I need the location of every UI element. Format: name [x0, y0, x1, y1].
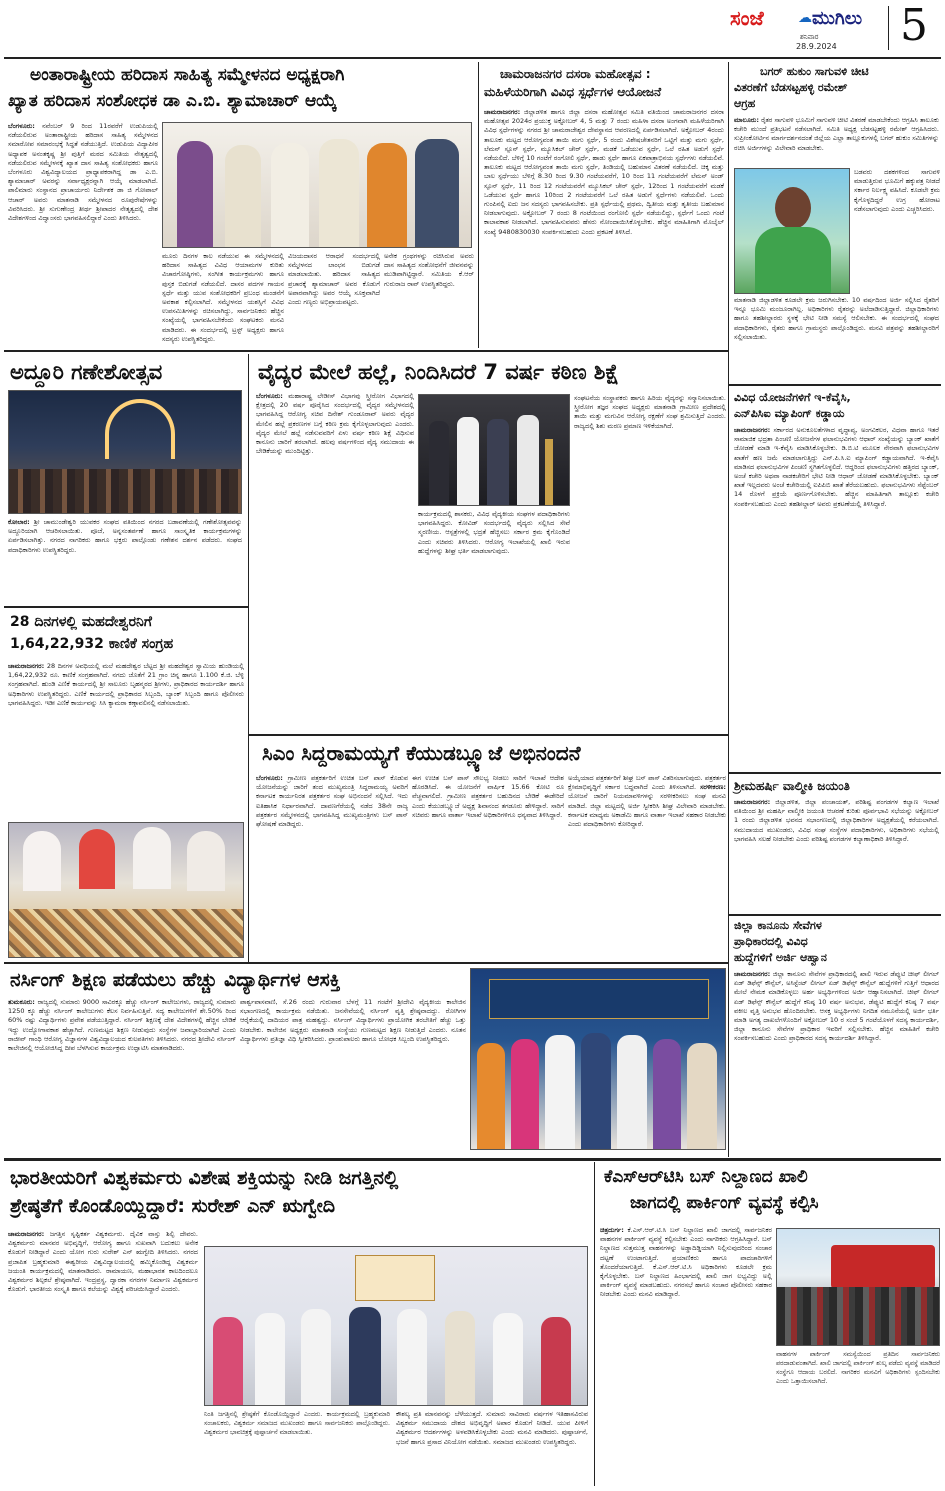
doctors-col3	[574, 394, 726, 730]
ksrtc-col1	[600, 1226, 772, 1484]
ganesha-text: ಶ್ರೀ ಚಾಮುಂಡೇಶ್ವರಿ ಯುವಕರ ಸಂಘದ ವತಿಯಿಂದ ನಗರದ ಬಡಾವಣೆಯಲ್ಲಿ ಗಣೇಶೋತ್ಸವವನ್ನು ಅದ್ದೂರಿಯಾಗಿ ಆಚರಿಸಲಾಯಿತು. ಪೂಜೆ, ಅನ್ನಸಂತರ್ಪಣೆ ಹಾಗೂ ಸಾಂಸ್ಕೃತಿಕ ಕಾರ್ಯಕ್ರಮಗಳನ್ನು ಏರ್ಪಡಿಸಲಾಗಿತ್ತು. ನಗರದ ನಾಗರಿಕರು ಹಾಗೂ ಭಕ್ತರು ಪಾಲ್ಗೊಂಡು ಗಣೇಶನ ದರ್ಶನ ಪಡೆದರು. ಸಂಘದ ಪದಾಧಿಕಾರಿಗಳು ಉಪಸ್ಥಿತರಿದ್ದರು.	[8, 518, 242, 554]
nursing-headline: ನರ್ಸಿಂಗ್ ಶಿಕ್ಷಣ ಪಡೆಯಲು ಹೆಚ್ಚು ವಿದ್ಯಾರ್ಥಿಗಳ ಆಸಕ್ತಿ	[10, 969, 341, 991]
masthead-day: ಶನಿವಾರ	[800, 33, 819, 41]
bagar-photo	[734, 168, 850, 294]
hundi-photo	[8, 822, 244, 958]
section-rule	[728, 772, 941, 774]
hundi-headline-2: 1,64,22,932 ಕಾಣಿಕೆ ಸಂಗ್ರಹ	[10, 636, 174, 652]
column-rule	[728, 62, 729, 1157]
ekyc-text: ಸರ್ಕಾರದ ಅನುಕೂಲತೆಗಳಾದ ವೃದ್ಧಾಪ್ಯ, ಅಂಗವಿಕಲರ, ವಿಧವಾ ಹಾಗೂ ಇತರೆ ಸಾಮಾಜಿಕ ಭದ್ರತಾ ಪಿಂಚಣಿ ಯೋಜನೆಗಳ ಫಲಾನುಭವಿಗಳು ಆಧಾರ್ ಸಂಖ್ಯೆಯನ್ನು ಬ್ಯಾಂಕ್ ಖಾತೆಗೆ ಜೋಡಣೆ ಮಾಡಿ ಇ-ಕೆವೈಸಿ ಮಾಡಿಸಿಕೊಳ್ಳಬೇಕು. ಡಿ.ಬಿ.ಟಿ ಮೂಲಕ ನೇರವಾಗಿ ಫಲಾನುಭವಿಗಳ ಖಾತೆಗೆ ಹಣ ಜಮೆ ಮಾಡಲಾಗುತ್ತಿದ್ದು ಎನ್.ಪಿ.ಸಿ.ಐ ಮ್ಯಾಪಿಂಗ್ ಕಡ್ಡಾಯವಾಗಿದೆ. ಇ-ಕೆವೈಸಿ ಮಾಡಿಸದ ಫಲಾನುಭವಿಗಳ ಪಿಂಚಣಿ ಸ್ಥಗಿತಗೊಳ್ಳಲಿದೆ. ಆದ್ದರಿಂದ ಫಲಾನುಭವಿಗಳು ಹತ್ತಿರದ ಬ್ಯಾಂಕ್, ಅಂಚೆ ಕಚೇರಿ ಅಥವಾ ನಾಡಕಚೇರಿಗೆ ಭೇಟಿ ನೀಡಿ ಆಧಾರ್ ಜೋಡಣೆ ಮಾಡಿಸಿಕೊಳ್ಳಬೇಕು. ಬ್ಯಾಂಕ್ ಖಾತೆ ಇಲ್ಲದವರು ಅಂಚೆ ಕಚೇರಿಯಲ್ಲಿ ಐಪಿಪಿಬಿ ಖಾತೆ ತೆರೆಯಬಹುದು. ಫಲಾನುಭವಿಗಳು ಸೆಪ್ಟೆಂಬರ್ 14 ರೊಳಗೆ ಪ್ರಕ್ರಿಯೆ ಪೂರ್ಣಗೊಳಿಸಬೇಕು. ಹೆಚ್ಚಿನ ಮಾಹಿತಿಗಾಗಿ ತಾಲ್ಲೂಕು ಕಚೇರಿ ಸಂಪರ್ಕಿಸಬಹುದು ಎಂದು ತಹಶೀಲ್ದಾರ್ ಅವರು ಪ್ರಕಟಣೆಯಲ್ಲಿ ತಿಳಿಸಿದ್ದಾರೆ.	[734, 426, 939, 508]
lamp	[545, 439, 553, 506]
section-rule	[4, 1158, 941, 1161]
valmiki-headline: ಶ್ರೀಮಹರ್ಷಿ ವಾಲ್ಮೀಕಿ ಜಯಂತಿ	[734, 779, 850, 793]
ksrtc-headline-1: ಕೆಎಸ್‌ಆರ್‌ಟಿಸಿ ಬಸ್ ನಿಲ್ದಾಣದ ಖಾಲಿ	[604, 1167, 808, 1187]
guest-figure	[545, 1035, 575, 1150]
masthead-logo	[730, 6, 910, 32]
haridasa-text-2: ಮೂರು ದಿನಗಳ ಕಾಲ ನಡೆಯುವ ಈ ಸಮ್ಮೇಳನದಲ್ಲಿ ಹರಿದಾಸ ಸಾಹಿತ್ಯದ ವಿವಿಧ ಆಯಾಮಗಳ ಕುರಿತು ವಿಚಾರಗೋಷ್ಠಿಗಳು, ಸಂಗೀತ ಕಾರ್ಯಕ್ರಮಗಳು ಹಾಗೂ ಪುಸ್ತಕ ಬಿಡುಗಡೆ ನಡೆಯಲಿದೆ. ದಾಸರ ಪದಗಳ ಗಾಯನ ಸ್ಪರ್ಧೆ ಮತ್ತು ಯುವ ಸಂಶೋಧಕರಿಗೆ ಪ್ರಬಂಧ ಮಂಡನೆಗೆ ಅವಕಾಶ ಕಲ್ಪಿಸಲಾಗಿದೆ. ಸಮ್ಮೇಳನದ ಯಶಸ್ಸಿಗೆ ವಿವಿಧ ಉಪಸಮಿತಿಗಳನ್ನು ರಚಿಸಲಾಗಿದ್ದು, ಸಾರ್ವಜನಿಕರು ಹೆಚ್ಚಿನ ಸಂಖ್ಯೆಯಲ್ಲಿ ಭಾಗವಹಿಸಬೇಕೆಂದು ಸಂಘಟಕರು ಮನವಿ ಮಾಡಿದರು. ಈ ಸಂದರ್ಭದಲ್ಲಿ ಟ್ರಸ್ಟ್ ಅಧ್ಯಕ್ಷರು ಹಾಗೂ ಸದಸ್ಯರು ಉಪಸ್ಥಿತರಿದ್ದರು.	[162, 252, 284, 343]
bagar-text-top: ರೈತರ ಸಾಗುವಳಿ ಭೂಮಿಗೆ ಸಾಗುವಳಿ ಚೀಟಿ ವಿತರಣೆ ಮಾಡಬೇಕೆಂದು ಆಗ್ರಹಿಸಿ ತಾಲೂಕು ಕಚೇರಿ ಮುಂದೆ ಪ್ರತಿಭಟನೆ ನಡೆಸಲಾಗಿದೆ. ಸಮಿತಿ ಅಧ್ಯಕ್ಷ ಬೆಡಸಟ್ಟಹಳ್ಳಿ ರಮೇಶ್ ಆಗ್ರಹಿಸಿದರು. ಸುಪ್ರೀಂಕೋರ್ಟಿನ ಮಾರ್ಗದರ್ಶನದಂತೆ ಜಿಲ್ಲೆಯ ಎಲ್ಲಾ ತಾಲ್ಲೂಕುಗಳಲ್ಲಿ ಬಗರ್ ಹುಕುಂ ಸಮಿತಿಗಳನ್ನು ರಚಿಸಿ ಅರ್ಜಿಗಳನ್ನು ವಿಲೇವಾರಿ ಮಾಡಬೇಕು.	[734, 116, 939, 152]
masthead-rule	[4, 57, 941, 59]
bagar-headline-1: ಬಗರ್ ಹುಕುಂ ಸಾಗುವಳಿ ಚೀಟಿ	[760, 65, 869, 78]
ganesha-headline: ಅದ್ದೂರಿ ಗಣೇಶೋತ್ಸವ	[10, 360, 163, 384]
haridasa-text-4: ಅನೇಕ ಗ್ರಂಥಗಳನ್ನು ರಚಿಸಿರುವ ಅವರು ದಾಸ ಸಾಹಿತ್ಯದ ಸಂಶೋಧನೆಗೆ ಜೀವನವನ್ನು ಮುಡಿಪಾಗಿಟ್ಟಿದ್ದಾರೆ. ಸಮಿತಿಯ ಕೆ.ಆರ್ ಗುರುರಾಜ ರಾವ್ ಉಪಸ್ಥಿತರಿದ್ದರು.	[384, 252, 474, 288]
haridasa-headline-1: ಅಂತಾರಾಷ್ಟ್ರೀಯ ಹರಿದಾಸ ಸಾಹಿತ್ಯ ಸಮ್ಮೇಳನದ ಅಧ್ಯಕ್ಷರಾಗಿ	[30, 65, 345, 85]
cm-text-1: ಗ್ರಾಮೀಣ ಪತ್ರಕರ್ತರಿಗೆ ಉಚಿತ ಬಸ್ ಪಾಸ್ ಕೊಡುವ ಯೋಜನೆಯನ್ನು ಜಾರಿಗೆ ತಂದ ಮುಖ್ಯಮಂತ್ರಿ ಸಿದ್ದರಾಮಯ್ಯ ಅವರಿಗೆ ಕರ್ನಾಟಕ ಕಾರ್ಯನಿರತ ಪತ್ರಕರ್ತರ ಸಂಘ ಅಭಿನಂದನೆ ಸಲ್ಲಿಸಿದೆ. ಇದು ಐತಿಹಾಸಿಕ ನಿರ್ಧಾರವಾಗಿದೆ. ದಾವಣಗೆರೆಯಲ್ಲಿ ನಡೆದ 38ನೇ ರಾಜ್ಯ ಪತ್ರಕರ್ತರ ಸಮ್ಮೇಳನದಲ್ಲಿ ಭಾಗವಹಿಸಿದ್ದ ಮುಖ್ಯಮಂತ್ರಿಗಳು ಬಸ್ ಪಾಸ್ ಘೋಷಣೆ ಮಾಡಿದ್ದರು.	[256, 774, 408, 829]
ganesha-dateline: ಕೋಲಾರ:	[8, 518, 30, 526]
nursing-dateline: ತುಮಕೂರು:	[8, 998, 35, 1006]
ekyc-body	[734, 426, 939, 770]
legal-headline-3: ಹುದ್ದೆಗಳಿಗೆ ಅರ್ಜಿ ಆಹ್ವಾನ	[734, 951, 827, 964]
cm-text-3: ಅಯ್ಕೆಯಾದ ಪತ್ರಕರ್ತರಿಗೆ ಶೀಘ್ರ ಬಸ್ ಪಾಸ್ ವಿತರಿಸಲಾಗುವುದು. ಪತ್ರಕರ್ತರ ಕ್ಷೇಮಾಭಿವೃದ್ಧಿಗೆ ಸರ್ಕಾರ ಬದ್ಧವಾಗಿದೆ ಎಂದು ತಿಳಿಸಲಾಗಿದೆ.	[568, 774, 726, 792]
person-figure	[177, 141, 213, 248]
haridasa-col4	[384, 252, 474, 344]
cm-text-2: ಈಗ ಉಚಿತ ಬಸ್ ಪಾಸ್ ಸೌಲಭ್ಯ ನೀಡಲು ಸಾರಿಗೆ ಇಲಾಖೆ ಆದೇಶ ಹೊರಡಿಸಿದೆ. ಈ ಯೋಜನೆಗೆ ವಾರ್ಷಿಕ 15.66 ಕೋಟಿ ರೂ ವೆಚ್ಚವಾಗಲಿದೆ. ಗ್ರಾಮೀಣ ಪತ್ರಕರ್ತರ ಬಹುದಿನದ ಬೇಡಿಕೆ ಈಡೇರಿದೆ ಎಂದು ಕೆಯುಡಬ್ಲ್ಯೂಜೆ ಅಧ್ಯಕ್ಷ ಶಿವಾನಂದ ತಗಡೂರು ಹೇಳಿದ್ದಾರೆ. ಸಾರಿಗೆ ಸಚಿವರು ಹಾಗೂ ವಾರ್ತಾ ಇಲಾಖೆ ಅಧಿಕಾರಿಗಳಿಗೂ ಧನ್ಯವಾದ ತಿಳಿಸಿದ್ದಾರೆ.	[412, 774, 564, 819]
section-rule	[4, 350, 728, 352]
bagar-text-side: ಬಡವರು ದಶಕಗಳಿಂದ ಸಾಗುವಳಿ ಮಾಡುತ್ತಿರುವ ಭೂಮಿಗೆ ಹಕ್ಕುಪತ್ರ ನೀಡದೆ ಸರ್ಕಾರ ನಿರ್ಲಕ್ಷ್ಯ ವಹಿಸಿದೆ. ಕೂಡಲೇ ಕ್ರಮ ಕೈಗೊಳ್ಳದಿದ್ದರೆ ಉಗ್ರ ಹೋರಾಟ ನಡೆಸಲಾಗುವುದು ಎಂದು ಎಚ್ಚರಿಸಿದರು.	[854, 168, 940, 213]
doctors-col1	[256, 392, 414, 730]
money-pile	[9, 909, 244, 958]
bagar-side	[854, 168, 940, 294]
person-figure	[367, 143, 407, 248]
section-rule	[728, 384, 941, 386]
column-rule	[478, 62, 479, 348]
section-rule	[248, 734, 728, 736]
legal-headline-2: ಪ್ರಾಧಿಕಾರದಲ್ಲಿ ವಿವಿಧ	[734, 935, 808, 948]
dasara-headline-2: ಮಹಿಳೆಯರಿಗಾಗಿ ವಿವಿಧ ಸ್ಪರ್ಧೆಗಳ ಆಯೋಜನೆ	[484, 85, 662, 99]
stage-person	[517, 415, 539, 506]
nursing-text-2: ಪಾರ್ಶ್ವಪಾಸವಾಣಿ, ಸೆ.26 ರಂದು ಗುರುವಾರ ಬೆಳಗ್ಗೆ 11 ಗಂಟೆಗೆ ಶ್ರೀದೇವಿ ವೈದ್ಯಕೀಯ ಕಾಲೇಜಿನ ಸಭಾಂಗಣದಲ್ಲಿ ಕಾರ್ಯಕ್ರಮ ನಡೆಯಿತು. ಜನಸೇವೆಯಲ್ಲಿ ನರ್ಸಿಂಗ್ ವೃತ್ತಿ ಶ್ರೇಷ್ಠವಾದದ್ದು. ರೋಗಿಗಳ ಆರೈಕೆಯಲ್ಲಿ ದಾದಿಯರ ಪಾತ್ರ ಮಹತ್ವದ್ದು. ನರ್ಸಿಂಗ್ ವಿದ್ಯಾರ್ಥಿಗಳು ಪ್ರಾಯೋಗಿಕ ತರಬೇತಿಗೆ ಹೆಚ್ಚು ಒತ್ತು ನೀಡಬೇಕು. ಕಾಲೇಜಿನ ಅಧ್ಯಕ್ಷರು ಮಾತನಾಡಿ ಸಂಸ್ಥೆಯು ಗುಣಮಟ್ಟದ ಶಿಕ್ಷಣ ನೀಡುತ್ತಿದೆ ಎಂದರು. ನೂತನ ವಿದ್ಯಾರ್ಥಿಗಳು ಪ್ರತಿಜ್ಞಾ ವಿಧಿ ಸ್ವೀಕರಿಸಿದರು. ಪ್ರಾಂಶುಪಾಲರು ಹಾಗೂ ಬೋಧಕ ಸಿಬ್ಬಂದಿ ಉಪಸ್ಥಿತರಿದ್ದರು.	[240, 998, 466, 1043]
nursing-text-1: ರಾಜ್ಯದಲ್ಲಿ ಸುಮಾರು 9000 ಸಾವಿರಕ್ಕೂ ಹೆಚ್ಚು ನರ್ಸಿಂಗ್ ಕಾಲೇಜುಗಳು, ರಾಜ್ಯದಲ್ಲಿ ಸುಮಾರು 1250 ಕ್ಕೂ ಹೆಚ್ಚು ನರ್ಸಿಂಗ್ ಕಾಲೇಜುಗಳು ಕೆಲಸ ನಿರ್ವಹಿಸುತ್ತಿವೆ. ಸದ್ಯ ಕಾಲೇಜುಗಳಿಗೆ ಶೇ.50% ರಿಂದ 60% ರಷ್ಟು ವಿದ್ಯಾರ್ಥಿಗಳು ಪ್ರವೇಶ ಪಡೆಯುತ್ತಿದ್ದಾರೆ. ನರ್ಸಿಂಗ್ ಶಿಕ್ಷಣಕ್ಕೆ ದೇಶ ವಿದೇಶಗಳಲ್ಲಿ ಹೆಚ್ಚಿನ ಬೇಡಿಕೆ ಇದ್ದು ಉದ್ಯೋಗಾವಕಾಶ ಹೆಚ್ಚಾಗಿದೆ. ಗುಣಮಟ್ಟದ ಶಿಕ್ಷಣ ನೀಡುವುದು ಸಂಸ್ಥೆಗಳ ಜವಾಬ್ದಾರಿಯಾಗಿದೆ ಎಂದು ರಾಜೀವ್ ಗಾಂಧಿ ಆರೋಗ್ಯ ವಿಜ್ಞಾನಗಳ ವಿಶ್ವವಿದ್ಯಾಲಯದ ಕುಲಪತಿಗಳು ತಿಳಿಸಿದರು. ನಗರದ ಶ್ರೀದೇವಿ ನರ್ಸಿಂಗ್ ಕಾಲೇಜಿನಲ್ಲಿ ಆಯೋಜಿಸಿದ್ದ ದೀಪ ಬೆಳಗಿಸುವ ಕಾರ್ಯಕ್ರಮ ಉದ್ಘಾಟಿಸಿ ಮಾತನಾಡಿದರು.	[8, 998, 236, 1053]
vishwakarma-dateline: ಚಾಮರಾಜನಗರ:	[8, 1230, 45, 1238]
stage-person	[429, 421, 449, 506]
deity-frame	[355, 1255, 435, 1301]
doctors-headline: ವೈದ್ಯರ ಮೇಲೆ ಹಲ್ಲೆ, ನಿಂದಿಸಿದರೆ 7 ವರ್ಷ ಕಠಿಣ ಶಿಕ್ಷೆ	[258, 360, 619, 384]
ksrtc-caption-text: ವಾಹನಗಳ ಪಾರ್ಕಿಂಗ್ ಸಮಸ್ಯೆಯಿಂದ ಪ್ರತಿದಿನ ಸಾರ್ವಜನಿಕರು ಪರದಾಡುವಂತಾಗಿದೆ. ಖಾಲಿ ಜಾಗದಲ್ಲಿ ಪಾರ್ಕಿಂಗ್ ಶುಲ್ಕ ಪಡೆದು ವ್ಯವಸ್ಥೆ ಮಾಡಿದರೆ ಸಂಸ್ಥೆಗೂ ಆದಾಯ ಬರಲಿದೆ. ನಾಗರಿಕರ ಮನವಿಗೆ ಅಧಿಕಾರಿಗಳು ಸ್ಪಂದಿಸಬೇಕು ಎಂದು ಒತ್ತಾಯಿಸಲಾಗಿದೆ.	[776, 1351, 940, 1385]
person-shirt	[755, 227, 831, 294]
person-figure	[319, 139, 359, 248]
person-figure	[225, 145, 261, 248]
crowd	[9, 469, 242, 514]
hundi-body	[8, 662, 244, 820]
person-figure	[397, 1309, 427, 1406]
dasara-text: ಜಿಲ್ಲಾಡಳಿತ ಹಾಗೂ ಜಿಲ್ಲಾ ದಸರಾ ಮಹೋತ್ಸವ ಸಮಿತಿ ವತಿಯಿಂದ ಚಾಮರಾಜನಗರ ದಸರಾ ಮಹೋತ್ಸವ 2024ರ ಪ್ರಯುಕ್ತ ಅಕ್ಟೋಬರ್ 4, 5 ಮತ್ತು 7 ರಂದು ಮಹಿಳಾ ದಸರಾ ಅಂಗವಾಗಿ ಮಹಿಳೆಯರಿಗಾಗಿ ವಿವಿಧ ಸ್ಪರ್ಧೆಗಳನ್ನು ನಗರದ ಶ್ರೀ ಚಾಮರಾಜೇಶ್ವರ ದೇವಸ್ಥಾನದ ಆವರಣದಲ್ಲಿ ಏರ್ಪಡಿಸಲಾಗಿದೆ. ಅಕ್ಟೋಬರ್ 4ರಂದು ತಾಲೂಕು ಮಟ್ಟದ ಆರೋಗ್ಯವಂತ ತಾಯಿ ಮಗು ಸ್ಪರ್ಧೆ, 5 ರಂದು ವಿಶೇಷಚೇತನರಿಗೆ ಒಟ್ಟಿಗೆ ಮತ್ತು ಮಗು ಸ್ಪರ್ಧೆ, ಲೆಮನ್ ಸ್ಪೂನ್ ಸ್ಪರ್ಧೆ, ಮ್ಯೂಸಿಕಲ್ ಚೇರ್ ಸ್ಪರ್ಧೆ, ಮಡಕೆ ಒಡೆಯುವ ಸ್ಪರ್ಧೆ, ಒಲೆ ರಹಿತ ಅಡುಗೆ ಸ್ಪರ್ಧೆ ನಡೆಯಲಿದೆ. ಬೆಳಿಗ್ಗೆ 10 ಗಂಟೆಗೆ ರಂಗೋಲಿ ಸ್ಪರ್ಧೆ, ಹಾಡು ಸ್ಪರ್ಧೆ ಹಾಗೂ ಏಕಪಾತ್ರಾಭಿನಯ ಸ್ಪರ್ಧೆಗಳು ನಡೆಯಲಿವೆ. ತಾಲೂಕು ಮಟ್ಟದ ಆರೋಗ್ಯವಂತ ತಾಯಿ ಮಗು ಸ್ಪರ್ಧೆ, ತಿಂಡಿಯಲ್ಲಿ ಬಹುಮಾನ ವಿತರಣೆ ನಡೆಯಲಿದೆ. ಚಿಕ್ಕ ಮತ್ತು ಬಾಲ ಸ್ಪರ್ಧೆಯು ಬೆಳಿಗ್ಗೆ 8.30 ರಿಂದ 9.30 ಗಂಟೆಯವರೆಗೆ, 10 ರಿಂದ 11 ಗಂಟೆಯವರೆಗೆ ಲೆಮನ್ ಅಂಡ್ ಸ್ಪೂನ್ ಸ್ಪರ್ಧೆ, 11 ರಿಂದ 12 ಗಂಟೆಯವರೆಗೆ ಮ್ಯೂಸಿಕಲ್ ಚೇರ್ ಸ್ಪರ್ಧೆ, 12ರಿಂದ 1 ಗಂಟೆಯವರೆಗೆ ಮಡಕೆ ಒಡೆಯುವ ಸ್ಪರ್ಧೆ ಹಾಗೂ 10ರಿಂದ 2 ಗಂಟೆಯವರೆಗೆ ಒಲೆ ರಹಿತ ಅಡುಗೆ ಸ್ಪರ್ಧೆಗಳು ನಡೆಯಲಿವೆ. ಒಂದು ಗುಂಪಿನಲ್ಲಿ ಐದು ಜನ ಸದಸ್ಯರು ಭಾಗವಹಿಸಬೇಕು. ಪ್ರತಿ ಸ್ಪರ್ಧೆಯಲ್ಲಿ ಪ್ರಥಮ, ದ್ವಿತೀಯ ಮತ್ತು ತೃತೀಯ ಬಹುಮಾನ ನೀಡಲಾಗುವುದು. ಅಕ್ಟೋಬರ್ 7 ರಂದು 8 ಗಂಟೆಯಿಂದ ರಂಗೋಲಿ ಸ್ಪರ್ಧೆ ನಡೆಯಲಿದ್ದು, ಸ್ಪರ್ಧೆಗೆ ಒಂದು ಗಂಟೆ ಕಾಲಾವಕಾಶ ನೀಡಲಾಗಿದೆ. ಭಾಗವಹಿಸುವವರು ಹೆಸರು ನೋಂದಾಯಿಸಿಕೊಳ್ಳಬೇಕು. ಹೆಚ್ಚಿನ ಮಾಹಿತಿಗಾಗಿ ಮೊಬೈಲ್ ಸಂಖ್ಯೆ 9480830030 ಸಂಪರ್ಕಿಸಬಹುದು ಎಂದು ಪ್ರಕಟಣೆ ತಿಳಿಸಿದೆ.	[484, 108, 724, 236]
banner	[489, 979, 709, 1019]
bagar-headline-3: ಆಗ್ರಹ	[734, 97, 756, 110]
nursing-photo	[470, 968, 726, 1150]
masthead-date: 28.9.2024	[796, 42, 837, 51]
legal-text: ಜಿಲ್ಲಾ ಕಾನೂನು ಸೇವೆಗಳ ಪ್ರಾಧಿಕಾರದಲ್ಲಿ ಖಾಲಿ ಇರುವ ಡೆಪ್ಯುಟಿ ಚೀಫ್ ಲೀಗಲ್ ಏಡ್ ಡಿಫೆನ್ಸ್ ಕೌನ್ಸೆಲ್, ಅಸಿಸ್ಟೆಂಟ್ ಲೀಗಲ್ ಏಡ್ ಡಿಫೆನ್ಸ್ ಕೌನ್ಸೆಲ್ ಹುದ್ದೆಗಳಿಗೆ ಗುತ್ತಿಗೆ ಆಧಾರದ ಮೇಲೆ ನೇಮಕ ಮಾಡಿಕೊಳ್ಳಲು ಅರ್ಹ ಅಭ್ಯರ್ಥಿಗಳಿಂದ ಅರ್ಜಿ ಆಹ್ವಾನಿಸಲಾಗಿದೆ. ಚೀಫ್ ಲೀಗಲ್ ಏಡ್ ಡಿಫೆನ್ಸ್ ಕೌನ್ಸೆಲ್ ಹುದ್ದೆಗೆ ಕನಿಷ್ಠ 10 ವರ್ಷ ಅನುಭವ, ಡೆಪ್ಯುಟಿ ಹುದ್ದೆಗೆ ಕನಿಷ್ಠ 7 ವರ್ಷ ವಕೀಲ ವೃತ್ತಿ ಅನುಭವ ಹೊಂದಿರಬೇಕು. ಆಸಕ್ತ ಅಭ್ಯರ್ಥಿಗಳು ನಿಗದಿತ ನಮೂನೆಯಲ್ಲಿ ಅರ್ಜಿ ಭರ್ತಿ ಮಾಡಿ ಅಗತ್ಯ ದಾಖಲೆಗಳೊಂದಿಗೆ ಅಕ್ಟೋಬರ್ 10 ರ ಸಂಜೆ 5 ಗಂಟೆಯೊಳಗೆ ಸದಸ್ಯ ಕಾರ್ಯದರ್ಶಿ, ಜಿಲ್ಲಾ ಕಾನೂನು ಸೇವೆಗಳ ಪ್ರಾಧಿಕಾರ ಇವರಿಗೆ ಸಲ್ಲಿಸಬೇಕು. ಹೆಚ್ಚಿನ ಮಾಹಿತಿಗೆ ಕಚೇರಿ ಸಂಪರ್ಕಿಸಬಹುದು ಎಂದು ಪ್ರಾಧಿಕಾರದ ಸದಸ್ಯ ಕಾರ್ಯದರ್ಶಿ ತಿಳಿಸಿದ್ದಾರೆ.	[734, 970, 939, 1043]
legal-headline-1: ಜಿಲ್ಲಾ ಕಾನೂನು ಸೇವೆಗಳ	[734, 919, 822, 932]
guest-figure	[511, 1039, 539, 1150]
guest-figure	[581, 1033, 611, 1150]
doctors-col2	[418, 510, 570, 730]
person-figure	[445, 1311, 475, 1406]
doctors-dateline: ಬೆಂಗಳೂರು:	[256, 392, 283, 400]
person-figure	[349, 1307, 381, 1406]
vishwakarma-text-3: ಕೌಶಲ್ಯ ಪ್ರತಿ ಮಾನವನನ್ನು ಬೆಳೆಯುತ್ತದೆ. ಸುಮಾರು ಸಾವಿರಾರು ವರ್ಷಗಳ ಇತಿಹಾಸವಿರುವ ವಿಶ್ವಕರ್ಮ ಸಮುದಾಯ ದೇಶದ ಅಭಿವೃದ್ಧಿಗೆ ಅಪಾರ ಕೊಡುಗೆ ನೀಡಿದೆ. ಯುವ ಪೀಳಿಗೆ ವಿಶ್ವಕರ್ಮರ ಆದರ್ಶಗಳನ್ನು ಅಳವಡಿಸಿಕೊಳ್ಳಬೇಕು ಎಂದು ಮನವಿ ಮಾಡಿದರು. ಪುಷ್ಪಾರ್ಚನೆ, ಭಜನೆ ಹಾಗೂ ಪ್ರಸಾದ ವಿನಿಯೋಗ ನಡೆಯಿತು. ಸಮಾಜದ ಮುಖಂಡರು ಉಪಸ್ಥಿತರಿದ್ದರು.	[396, 1410, 588, 1446]
ksrtc-caption	[776, 1350, 940, 1484]
ganesha-photo	[8, 390, 242, 514]
cm-headline: ಸಿಎಂ ಸಿದ್ದರಾಮಯ್ಯಗೆ ಕೆಯುಡಬ್ಲ್ಯೂಜೆ ಅಭಿನಂದನೆ	[262, 741, 581, 765]
vishwakarma-col1	[8, 1230, 198, 1484]
hundi-dateline: ಚಾಮರಾಜನಗರ:	[8, 662, 45, 670]
stage-person	[457, 417, 479, 506]
nursing-col1	[8, 998, 236, 1148]
worker-figure	[79, 829, 115, 889]
bagar-text-bottom: ಮಾತನಾಡಿ ಜಿಲ್ಲಾಡಳಿತ ಕೂಡಲೇ ಕ್ರಮ ಜರುಗಿಸಬೇಕು. 10 ವರ್ಷದಿಂದ ಅರ್ಜಿ ಸಲ್ಲಿಸಿದ ರೈತರಿಗೆ ಇನ್ನೂ ಭೂಮಿ ಮಂಜೂರಾಗಿಲ್ಲ. ಅಧಿಕಾರಿಗಳು ರೈತರನ್ನು ಅಲೆದಾಡಿಸುತ್ತಿದ್ದಾರೆ. ಜಿಲ್ಲಾಧಿಕಾರಿಗಳು ಹಾಗೂ ತಹಶೀಲ್ದಾರರು ಸ್ಥಳಕ್ಕೆ ಭೇಟಿ ನೀಡಿ ಸಮಸ್ಯೆ ಆಲಿಸಬೇಕು. ಈ ಸಂದರ್ಭದಲ್ಲಿ ಸಂಘದ ಪದಾಧಿಕಾರಿಗಳು, ರೈತರು ಹಾಗೂ ಗ್ರಾಮಸ್ಥರು ಪಾಲ್ಗೊಂಡಿದ್ದರು. ಮನವಿ ಪತ್ರವನ್ನು ತಹಶೀಲ್ದಾರರಿಗೆ ಸಲ್ಲಿಸಲಾಯಿತು.	[734, 296, 939, 341]
guest-figure	[653, 1039, 681, 1150]
worker-figure	[133, 827, 171, 889]
hundi-text: 28 ದಿನಗಳ ಅವಧಿಯಲ್ಲಿ ಮಲೆ ಮಹದೇಶ್ವರ ಬೆಟ್ಟದ ಶ್ರೀ ಮಹದೇಶ್ವರ ಸ್ವಾಮಿಯ ಹುಂಡಿಯಲ್ಲಿ 1,64,22,932 ರೂ. ಕಾಣಿಕೆ ಸಂಗ್ರಹವಾಗಿದೆ. ನಗದು ಜೊತೆಗೆ 21 ಗ್ರಾಂ ಚಿನ್ನ ಹಾಗೂ 1.100 ಕೆ.ಜಿ. ಬೆಳ್ಳಿ ಸಂಗ್ರಹವಾಗಿದೆ. ಹುಂಡಿ ಎಣಿಕೆ ಕಾರ್ಯದಲ್ಲಿ ಶ್ರೀ ಸಾಲೂರು ಬೃಹನ್ಮಠದ ಶ್ರೀಗಳು, ಪ್ರಾಧಿಕಾರದ ಕಾರ್ಯದರ್ಶಿ ಹಾಗೂ ಅಧಿಕಾರಿಗಳು ಉಪಸ್ಥಿತರಿದ್ದರು. ಎಣಿಕೆ ಕಾರ್ಯದಲ್ಲಿ ಪ್ರಾಧಿಕಾರದ ಸಿಬ್ಬಂದಿ, ಬ್ಯಾಂಕ್ ಸಿಬ್ಬಂದಿ ಹಾಗೂ ಪೊಲೀಸರು ಭಾಗವಹಿಸಿದ್ದರು. ಇಡೀ ಎಣಿಕೆ ಕಾರ್ಯವನ್ನು ಸಿಸಿ ಕ್ಯಾಮರಾ ಕಣ್ಗಾವಲಿನಲ್ಲಿ ನಡೆಸಲಾಯಿತು.	[8, 662, 244, 707]
cloud-icon: ☁	[798, 10, 812, 26]
vishwakarma-caption	[204, 1410, 390, 1484]
haridasa-text-1: ನವೆಂಬರ್ 9 ರಿಂದ 11ರವರೆಗೆ ಉಡುಪಿಯಲ್ಲಿ ನಡೆಯಲಿರುವ ಅಂತಾರಾಷ್ಟ್ರೀಯ ಹರಿದಾಸ ಸಾಹಿತ್ಯ ಸಮ್ಮೇಳನದ ಸಮಾರೋಪ ಸಮಾರಂಭಕ್ಕೆ ಸಿದ್ಧತೆ ನಡೆಯುತ್ತಿದೆ. ಉಡುಪಿಯ ವಿದ್ಯಾಪೀಠ ಅಧ್ಯಾಪಕ ಅನಂತಕೃಷ್ಣ ಶ್ರೀ ಪುತ್ತಿಗೆ ಮಠದ ಸಮಿತಿಯ ನೇತೃತ್ವದಲ್ಲಿ ನಡೆಯಲಿರುವ ಸಮ್ಮೇಳನಕ್ಕೆ ಖ್ಯಾತ ದಾಸ ಸಾಹಿತ್ಯ ಸಂಶೋಧಕರು ಹಾಗೂ ಬೆಂಗಳೂರು ವಿಶ್ವವಿದ್ಯಾಲಯದ ಪ್ರಾಧ್ಯಾಪಕರಾಗಿದ್ದ ಡಾ ಎ.ಬಿ. ಶ್ಯಾಮಾಚಾರ್ ಅವರನ್ನು ಸರ್ವಾಧ್ಯಕ್ಷರನ್ನಾಗಿ ಆಯ್ಕೆ ಮಾಡಲಾಗಿದೆ. ಪಾಲಿಮಾರು ಸಂಸ್ಥಾನದ ಪ್ರಾಚಾರ್ಯರು ನಿರ್ದೇಶಕ ಡಾ ಜಿ ಗೋಪಾಲ್ ಆಚಾರ್ ಅವರು ಮಾತನಾಡಿ ಸಮ್ಮೇಳನದ ರೂಪುರೇಷೆಗಳನ್ನು ವಿವರಿಸಿದರು. ಶ್ರೀ ಸುಗುಣೇಂದ್ರ ತೀರ್ಥ ಶ್ರೀಪಾದರ ನೇತೃತ್ವದಲ್ಲಿ ದೇಶ ವಿದೇಶಗಳಿಂದ ವಿದ್ವಾಂಸರು ಭಾಗವಹಿಸಲಿದ್ದಾರೆ ಎಂದು ತಿಳಿಸಿದರು.	[8, 122, 158, 223]
person-figure	[541, 1317, 571, 1406]
hundi-headline-1: 28 ದಿನಗಳಲ್ಲಿ ಮಹದೇಶ್ವರನಿಗೆ	[10, 614, 152, 630]
person-figure	[271, 143, 309, 248]
section-rule	[4, 962, 728, 964]
masthead	[720, 0, 942, 54]
nursing-col2	[240, 998, 466, 1148]
vishwakarma-photo	[204, 1246, 588, 1406]
haridasa-text-3: ವಿಜಯದಾಸರ ಆರಾಧನೆ ಸಂದರ್ಭದಲ್ಲಿ ಸಮ್ಮೇಳನದ ಲಾಂಛನ ಬಿಡುಗಡೆ ಮಾಡಲಾಯಿತು. ಹರಿದಾಸ ಸಾಹಿತ್ಯದ ಪ್ರಚಾರಕ್ಕೆ ಶ್ಯಾಮಾಚಾರ್ ಅವರ ಕೊಡುಗೆ ಅಪಾರವಾಗಿದ್ದು ಅವರ ಆಯ್ಕೆ ಸೂಕ್ತವಾಗಿದೆ ಎಂದು ಗಣ್ಯರು ಅಭಿಪ್ರಾಯಪಟ್ಟರು.	[288, 252, 380, 307]
vishwakarma-caption-text: ನಿಂತಿ ಜಗತ್ತಿನಲ್ಲಿ ಶ್ರೇಷ್ಠತೆಗೆ ಕೊಂಡೊಯ್ದಿದ್ದಾರೆ ಎಂದರು. ಕಾರ್ಯಕ್ರಮದಲ್ಲಿ ಬ್ರಹ್ಮಕುಮಾರಿ ಸಂಚಾಲಕರು, ವಿಶ್ವಕರ್ಮ ಸಮಾಜದ ಮುಖಂಡರು ಹಾಗೂ ಸಾರ್ವಜನಿಕರು ಪಾಲ್ಗೊಂಡಿದ್ದರು. ವಿಶ್ವಕರ್ಮರ ಭಾವಚಿತ್ರಕ್ಕೆ ಪುಷ್ಪಾರ್ಚನೆ ಮಾಡಲಾಯಿತು.	[204, 1411, 390, 1436]
ekyc-headline-1: ವಿವಿಧ ಯೋಜನೆಗಳಿಗೆ ಇ-ಕೆವೈಸಿ,	[734, 391, 851, 404]
guest-figure	[477, 1043, 505, 1150]
ksrtc-photo	[776, 1228, 940, 1346]
logo-sanje: ಸಂಜೆ	[730, 6, 764, 30]
vishwakarma-col3	[396, 1410, 588, 1484]
masthead-divider	[888, 6, 889, 50]
cm-text-3b: ಯೋಜನೆ ಜಾರಿಗೆ ನಿಯಮಾವಳಿಗಳನ್ನು ಸರಳೀಕರಿಸಲು ಸಂಘ ಮನವಿ ಮಾಡಿದೆ. ಜಿಲ್ಲಾ ಮಟ್ಟದಲ್ಲಿ ಅರ್ಜಿ ಸ್ವೀಕರಿಸಿ ಶೀಘ್ರ ವಿಲೇವಾರಿ ಮಾಡಬೇಕು. ಕರ್ನಾಟಕ ಮಾಧ್ಯಮ ಅಕಾಡೆಮಿ ಹಾಗೂ ವಾರ್ತಾ ಇಲಾಖೆ ಸಹಕಾರ ನೀಡಬೇಕು ಎಂದು ಪದಾಧಿಕಾರಿಗಳು ಕೋರಿದ್ದಾರೆ.	[568, 792, 726, 829]
haridasa-headline-2: ಖ್ಯಾತ ಹರಿದಾಸ ಸಂಶೋಧಕ ಡಾ ಎ.ಬಿ. ಶ್ಯಾಮಾಚಾರ್ ಆಯ್ಕೆ	[8, 91, 337, 111]
haridasa-col3	[288, 252, 380, 344]
haridasa-dateline: ಬೆಂಗಳೂರು:	[8, 122, 35, 130]
person-figure	[415, 139, 459, 248]
column-rule	[248, 354, 249, 962]
cm-col1	[256, 774, 408, 960]
stage-person	[487, 419, 509, 506]
valmiki-body	[734, 798, 939, 912]
haridasa-photo	[162, 122, 472, 248]
person-head	[775, 187, 811, 229]
person-figure	[213, 1317, 243, 1406]
bus-shape	[831, 1245, 935, 1289]
parked-bikes	[777, 1287, 940, 1346]
bagar-top	[734, 116, 939, 166]
ksrtc-headline-2: ಜಾಗದಲ್ಲಿ ಪಾರ್ಕಿಂಗ್ ವ್ಯವಸ್ಥೆ ಕಲ್ಪಿಸಿ	[630, 1193, 819, 1213]
ekyc-dateline: ಚಾಮರಾಜನಗರ:	[734, 426, 771, 434]
doctors-photo	[418, 394, 570, 506]
ekyc-headline-2: ಎನ್‌ಪಿಸಿಐ ಮ್ಯಾಪಿಂಗ್ ಕಡ್ಡಾಯ	[734, 407, 845, 420]
haridasa-col2	[162, 252, 284, 344]
legal-dateline: ಚಾಮರಾಜನಗರ:	[734, 970, 771, 978]
bagar-bottom	[734, 296, 939, 380]
dasara-dateline: ಚಾಮರಾಜನಗರ:	[484, 108, 521, 116]
person-figure	[493, 1313, 523, 1406]
person-figure	[255, 1313, 285, 1406]
page-number: 5	[900, 0, 928, 51]
ksrtc-dateline: ಚಿತ್ರದುರ್ಗ:	[600, 1226, 624, 1234]
haridasa-col1	[8, 122, 158, 342]
vishwakarma-text-1: ಜಗತ್ತಿನ ಸೃಷ್ಟಿಕರ್ತ ವಿಶ್ವಕರ್ಮರು. ದೈವಿಕ ವಾಸ್ತು ಶಿಲ್ಪಿ ದೇವರು. ವಿಶ್ವಕರ್ಮರು ಮಾನವರ ಅಭಿವೃದ್ಧಿಗೆ, ಆರೋಗ್ಯ ಹಾಗೂ ಸುಖವಾಗಿ ಬದುಕಲು ಅನೇಕ ಕೊಡುಗೆ ನೀಡಿದ್ದಾರೆ ಎಂದು ಯೋಗ ಗುರು ಸುರೇಶ್ ಎನ್ ಋಗ್ವೇದಿ ತಿಳಿಸಿದರು. ನಗರದ ಪ್ರಜಾಪಿತ ಬ್ರಹ್ಮಕುಮಾರಿ ಈಶ್ವರೀಯ ವಿಶ್ವವಿದ್ಯಾಲಯದಲ್ಲಿ ಹಮ್ಮಿಕೊಂಡಿದ್ದ ವಿಶ್ವಕರ್ಮ ಜಯಂತಿ ಕಾರ್ಯಕ್ರಮದಲ್ಲಿ ಮಾತನಾಡಿದರು. ರಾಮಾಯಣ, ಮಹಾಭಾರತ ಕಾಲದಿಂದಲೂ ವಿಶ್ವಕರ್ಮರ ಶಿಲ್ಪಕಲೆ ಶ್ರೇಷ್ಠವಾಗಿದೆ. ಇಂದ್ರಪ್ರಸ್ಥ, ದ್ವಾರಕಾ ನಗರಗಳ ನಿರ್ಮಾಣ ವಿಶ್ವಕರ್ಮರ ಕೊಡುಗೆ. ಭಾರತೀಯ ಸಂಸ್ಕೃತಿ ಹಾಗೂ ಕಲೆಯನ್ನು ವಿಶ್ವಕ್ಕೆ ಪರಿಚಯಿಸಿದ್ದಾರೆ ಎಂದರು.	[8, 1230, 198, 1294]
bagar-headline-2: ವಿತರಣೆಗೆ ಬೆಡಸಟ್ಟಹಳ್ಳಿ ರಮೇಶ್	[734, 81, 848, 94]
dasara-headline-1: ಚಾಮರಾಜನಗರ ದಸರಾ ಮಹೋತ್ಸವ :	[500, 67, 651, 81]
vishwakarma-headline-1: ಭಾರತೀಯರಿಗೆ ವಿಶ್ವಕರ್ಮರು ವಿಶೇಷ ಶಕ್ತಿಯನ್ನು ನೀಡಿ ಜಗತ್ತಿನಲ್ಲಿ	[10, 1167, 399, 1189]
ksrtc-text-1: ಕೆ.ಎಸ್.ಆರ್.ಟಿ.ಸಿ ಬಸ್ ನಿಲ್ದಾಣದ ಖಾಲಿ ಜಾಗದಲ್ಲಿ ಸಾರ್ವಜನಿಕರ ವಾಹನಗಳ ಪಾರ್ಕಿಂಗ್ ವ್ಯವಸ್ಥೆ ಕಲ್ಪಿಸಬೇಕು ಎಂದು ನಾಗರಿಕರು ಆಗ್ರಹಿಸಿದ್ದಾರೆ. ಬಸ್ ನಿಲ್ದಾಣದ ಸುತ್ತಮುತ್ತ ವಾಹನಗಳನ್ನು ಅಡ್ಡಾದಿಡ್ಡಿಯಾಗಿ ನಿಲ್ಲಿಸುವುದರಿಂದ ಸಂಚಾರ ದಟ್ಟಣೆ ಉಂಟಾಗುತ್ತಿದೆ. ಪ್ರಯಾಣಿಕರು ಹಾಗೂ ಪಾದಚಾರಿಗಳಿಗೆ ತೊಂದರೆಯಾಗುತ್ತಿದೆ. ಕೆ.ಎಸ್.ಆರ್.ಟಿ.ಸಿ ಅಧಿಕಾರಿಗಳು ಕೂಡಲೇ ಕ್ರಮ ಕೈಗೊಳ್ಳಬೇಕು. ಬಸ್ ನಿಲ್ದಾಣದ ಹಿಂಭಾಗದಲ್ಲಿ ಖಾಲಿ ಜಾಗ ಲಭ್ಯವಿದ್ದು ಅಲ್ಲಿ ಪಾರ್ಕಿಂಗ್ ವ್ಯವಸ್ಥೆ ಮಾಡಬಹುದು. ನಗರಸಭೆ ಹಾಗೂ ಸಂಚಾರ ಪೊಲೀಸರು ಸಹಕಾರ ನೀಡಬೇಕು ಎಂದು ಮನವಿ ಮಾಡಿದ್ದಾರೆ.	[600, 1226, 772, 1299]
ganesha-body	[8, 518, 242, 604]
vishwakarma-headline-2: ಶ್ರೇಷ್ಠತೆಗೆ ಕೊಂಡೊಯ್ದಿದ್ದಾರೆ: ಸುರೇಶ್ ಎನ್ ಋಗ್ವೇದಿ	[10, 1195, 336, 1217]
logo-mugilu: ಮುಗಿಲು	[812, 8, 863, 29]
worker-figure	[187, 831, 225, 891]
doctors-text-2: ಕಾರ್ಯಕ್ರಮದಲ್ಲಿ ಶಾಸಕರು, ವಿವಿಧ ವೈದ್ಯಕೀಯ ಸಂಘಗಳ ಪದಾಧಿಕಾರಿಗಳು ಭಾಗವಹಿಸಿದ್ದರು. ಕೋವಿಡ್ ಸಂದರ್ಭದಲ್ಲಿ ವೈದ್ಯರು ಸಲ್ಲಿಸಿದ ಸೇವೆ ಸ್ಮರಣೀಯ. ಆಸ್ಪತ್ರೆಗಳಲ್ಲಿ ಭದ್ರತೆ ಹೆಚ್ಚಿಸಲು ಸರ್ಕಾರ ಕ್ರಮ ಕೈಗೊಂಡಿದೆ ಎಂದು ಸಚಿವರು ತಿಳಿಸಿದರು. ಆರೋಗ್ಯ ಇಲಾಖೆಯಲ್ಲಿ ಖಾಲಿ ಇರುವ ಹುದ್ದೆಗಳನ್ನು ಶೀಘ್ರ ಭರ್ತಿ ಮಾಡಲಾಗುವುದು.	[418, 510, 570, 555]
guest-figure	[617, 1035, 647, 1150]
legal-body	[734, 970, 939, 1154]
cm-col2	[412, 774, 564, 960]
guest-figure	[687, 1043, 717, 1150]
arch-light	[105, 399, 175, 459]
doctors-text-1: ಮಹಾರಾಷ್ಟ್ರ ಲೇಡೀಸ್ ವಿಭಾಗವು ಸ್ತ್ರೀರೋಗ ವಿಭಾಗದಲ್ಲಿ ಕ್ಷೇತ್ರದಲ್ಲಿ 20 ವರ್ಷ ಪೂರೈಸಿದ ಸಂದರ್ಭದಲ್ಲಿ ವೈದ್ಯರ ಸಮ್ಮೇಳನದಲ್ಲಿ ಭಾಗವಹಿಸಿದ್ದ ಆರೋಗ್ಯ ಸಚಿವ ದಿನೇಶ್ ಗುಂಡೂರಾವ್ ಅವರು ವೈದ್ಯರ ಮೇಲಿನ ಹಲ್ಲೆ ಪ್ರಕರಣಗಳ ಬಗ್ಗೆ ಕಠಿಣ ಕ್ರಮ ಕೈಗೊಳ್ಳಲಾಗುವುದು ಎಂದರು. ವೈದ್ಯರ ಮೇಲೆ ಹಲ್ಲೆ ನಡೆಸುವವರಿಗೆ ಏಳು ವರ್ಷ ಕಠಿಣ ಶಿಕ್ಷೆ ವಿಧಿಸುವ ಕಾನೂನು ಜಾರಿಗೆ ತರಲಾಗಿದೆ. ಹಲವು ವರ್ಷಗಳಿಂದ ವೈದ್ಯ ಸಮುದಾಯ ಈ ಬೇಡಿಕೆಯನ್ನು ಮುಂದಿಟ್ಟಿತ್ತು.	[256, 392, 414, 456]
bagar-dateline: ಮಾಲೂರು:	[734, 116, 759, 124]
column-rule	[594, 1162, 595, 1486]
section-rule	[4, 606, 248, 608]
doctors-text-3: ಸಂಘಟನೆಯ ಸಂಸ್ಥಾಪಕರು ಹಾಗೂ ಹಿರಿಯ ವೈದ್ಯರನ್ನು ಸನ್ಮಾನಿಸಲಾಯಿತು. ಸ್ತ್ರೀರೋಗ ತಜ್ಞರ ಸಂಘದ ಅಧ್ಯಕ್ಷರು ಮಾತನಾಡಿ ಗ್ರಾಮೀಣ ಪ್ರದೇಶದಲ್ಲಿ ತಾಯಿ ಮತ್ತು ಮಗುವಿನ ಆರೋಗ್ಯ ರಕ್ಷಣೆಗೆ ಸಂಘ ಶ್ರಮಿಸುತ್ತಿದೆ ಎಂದರು. ರಾಜ್ಯದಲ್ಲಿ ಶಿಶು ಮರಣ ಪ್ರಮಾಣ ಇಳಿಕೆಯಾಗಿದೆ.	[574, 394, 726, 430]
dasara-body	[484, 108, 724, 344]
valmiki-text: ಜಿಲ್ಲಾಡಳಿತ, ಜಿಲ್ಲಾ ಪಂಚಾಯತ್, ಪರಿಶಿಷ್ಟ ಪಂಗಡಗಳ ಕಲ್ಯಾಣ ಇಲಾಖೆ ವತಿಯಿಂದ ಶ್ರೀ ಮಹರ್ಷಿ ವಾಲ್ಮೀಕಿ ಜಯಂತಿ ಆಚರಣೆ ಕುರಿತು ಪೂರ್ವಭಾವಿ ಸಭೆಯನ್ನು ಅಕ್ಟೋಬರ್ 1 ರಂದು ಜಿಲ್ಲಾಡಳಿತ ಭವನದ ಸಭಾಂಗಣದಲ್ಲಿ ಜಿಲ್ಲಾಧಿಕಾರಿಗಳ ಅಧ್ಯಕ್ಷತೆಯಲ್ಲಿ ಕರೆಯಲಾಗಿದೆ. ಸಮುದಾಯದ ಮುಖಂಡರು, ವಿವಿಧ ಸಂಘ ಸಂಸ್ಥೆಗಳ ಪದಾಧಿಕಾರಿಗಳು, ಅಧಿಕಾರಿಗಳು ಸಭೆಯಲ್ಲಿ ಭಾಗವಹಿಸಿ ಸಲಹೆ ನೀಡಬೇಕು ಎಂದು ಪರಿಶಿಷ್ಟ ಪಂಗಡಗಳ ಕಲ್ಯಾಣಾಧಿಕಾರಿ ತಿಳಿಸಿದ್ದಾರೆ.	[734, 798, 939, 843]
cm-dateline: ಬೆಂಗಳೂರು:	[256, 774, 283, 782]
cm-col3-dateline: ಸರಳೀಕರಣ:	[700, 783, 726, 792]
valmiki-dateline: ಚಾಮರಾಜನಗರ:	[734, 798, 771, 806]
worker-figure	[23, 831, 61, 891]
section-rule	[728, 914, 941, 916]
cm-col3	[568, 774, 726, 960]
person-figure	[301, 1309, 331, 1406]
